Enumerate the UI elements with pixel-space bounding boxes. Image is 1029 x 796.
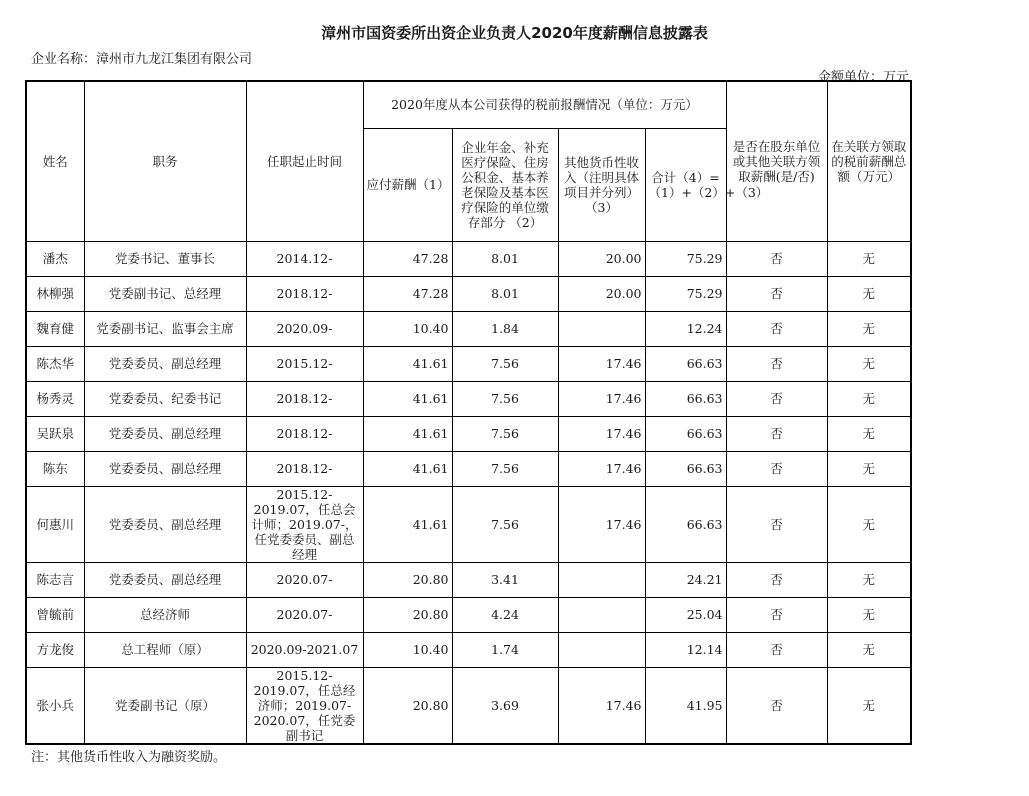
cell-name: 曾毓前 <box>26 597 84 632</box>
cell-position: 党委委员、副总经理 <box>84 486 246 562</box>
cell-insurance: 7.56 <box>452 381 558 416</box>
cell-salary: 47.28 <box>363 276 452 311</box>
table-row <box>26 451 911 486</box>
cell-total: 41.95 <box>645 667 726 744</box>
cell-position: 党委委员、副总经理 <box>84 416 246 451</box>
header-name: 姓名 <box>26 81 84 241</box>
cell-term: 2018.12- <box>246 381 363 416</box>
cell-insurance: 7.56 <box>452 346 558 381</box>
cell-insurance: 7.56 <box>452 416 558 451</box>
cell-other-income: 17.46 <box>558 486 645 562</box>
table-row <box>26 416 911 451</box>
cell-insurance: 1.74 <box>452 632 558 667</box>
cell-insurance: 8.01 <box>452 276 558 311</box>
table-row <box>26 276 911 311</box>
cell-shareholder: 否 <box>726 276 827 311</box>
cell-shareholder: 否 <box>726 381 827 416</box>
cell-name: 杨秀灵 <box>26 381 84 416</box>
cell-insurance: 7.56 <box>452 486 558 562</box>
cell-total: 66.63 <box>645 486 726 562</box>
cell-related: 无 <box>827 241 911 276</box>
cell-position: 党委委员、副总经理 <box>84 451 246 486</box>
cell-other-income: 17.46 <box>558 346 645 381</box>
table-row <box>26 486 911 562</box>
cell-name: 陈杰华 <box>26 346 84 381</box>
footnote: 注：其他货币性收入为融资奖励。 <box>31 750 227 765</box>
cell-shareholder: 否 <box>726 597 827 632</box>
header-group: 2020年度从本公司获得的税前报酬情况（单位：万元） <box>363 81 726 128</box>
cell-shareholder: 否 <box>726 486 827 562</box>
cell-other-income: 17.46 <box>558 667 645 744</box>
table-row <box>26 562 911 597</box>
cell-name: 何惠川 <box>26 486 84 562</box>
cell-salary: 20.80 <box>363 597 452 632</box>
cell-salary: 41.61 <box>363 486 452 562</box>
cell-total: 12.24 <box>645 311 726 346</box>
cell-term: 2015.12- <box>246 346 363 381</box>
cell-term: 2020.09- <box>246 311 363 346</box>
cell-position: 党委委员、副总经理 <box>84 562 246 597</box>
header-other-income: 其他货币性收入（注明具体项目并分列）（3） <box>558 128 645 241</box>
cell-total: 75.29 <box>645 276 726 311</box>
header-salary: 应付薪酬（1） <box>363 128 452 241</box>
cell-position: 党委委员、副总经理 <box>84 346 246 381</box>
header-term: 任职起止时间 <box>246 81 363 241</box>
cell-total: 24.21 <box>645 562 726 597</box>
cell-related: 无 <box>827 451 911 486</box>
cell-position: 党委副书记、总经理 <box>84 276 246 311</box>
cell-other-income: 20.00 <box>558 241 645 276</box>
cell-related: 无 <box>827 311 911 346</box>
table-row <box>26 241 911 276</box>
header-shareholder: 是否在股东单位或其他关联方领取薪酬(是/否) <box>726 81 827 241</box>
cell-term: 2015.12-2019.07，任总会计师；2019.07-，任党委委员、副总经理 <box>246 486 363 562</box>
cell-salary: 20.80 <box>363 667 452 744</box>
cell-term: 2018.12- <box>246 451 363 486</box>
cell-other-income: 17.46 <box>558 381 645 416</box>
cell-shareholder: 否 <box>726 241 827 276</box>
cell-name: 陈志言 <box>26 562 84 597</box>
cell-other-income <box>558 311 645 346</box>
cell-salary: 41.61 <box>363 416 452 451</box>
cell-total: 66.63 <box>645 451 726 486</box>
cell-position: 党委委员、纪委书记 <box>84 381 246 416</box>
cell-other-income <box>558 562 645 597</box>
cell-related: 无 <box>827 667 911 744</box>
cell-related: 无 <box>827 562 911 597</box>
cell-position: 总工程师（原） <box>84 632 246 667</box>
cell-term: 2015.12-2019.07，任总经济师；2019.07-2020.07，任党委副书记 <box>246 667 363 744</box>
cell-name: 张小兵 <box>26 667 84 744</box>
cell-name: 林柳强 <box>26 276 84 311</box>
cell-shareholder: 否 <box>726 451 827 486</box>
cell-position: 党委副书记、监事会主席 <box>84 311 246 346</box>
cell-related: 无 <box>827 486 911 562</box>
cell-insurance: 3.41 <box>452 562 558 597</box>
cell-shareholder: 否 <box>726 632 827 667</box>
company-name: 企业名称：漳州市九龙江集团有限公司 <box>31 52 253 67</box>
cell-insurance: 3.69 <box>452 667 558 744</box>
cell-other-income <box>558 632 645 667</box>
cell-shareholder: 否 <box>726 416 827 451</box>
cell-total: 25.04 <box>645 597 726 632</box>
cell-total: 66.63 <box>645 346 726 381</box>
cell-salary: 41.61 <box>363 381 452 416</box>
cell-shareholder: 否 <box>726 311 827 346</box>
cell-term: 2018.12- <box>246 276 363 311</box>
table-row <box>26 597 911 632</box>
cell-other-income: 17.46 <box>558 416 645 451</box>
page-title: 漳州市国资委所出资企业负责人2020年度薪酬信息披露表 <box>321 24 708 42</box>
cell-insurance: 4.24 <box>452 597 558 632</box>
cell-term: 2014.12- <box>246 241 363 276</box>
cell-related: 无 <box>827 381 911 416</box>
table-row <box>26 667 911 744</box>
cell-total: 66.63 <box>645 381 726 416</box>
cell-salary: 20.80 <box>363 562 452 597</box>
cell-shareholder: 否 <box>726 667 827 744</box>
cell-name: 方龙俊 <box>26 632 84 667</box>
cell-related: 无 <box>827 597 911 632</box>
cell-position: 总经济师 <box>84 597 246 632</box>
cell-salary: 41.61 <box>363 451 452 486</box>
cell-salary: 41.61 <box>363 346 452 381</box>
cell-salary: 10.40 <box>363 311 452 346</box>
table-row <box>26 381 911 416</box>
cell-total: 12.14 <box>645 632 726 667</box>
cell-insurance: 8.01 <box>452 241 558 276</box>
cell-position: 党委书记、董事长 <box>84 241 246 276</box>
header-related-total: 在关联方领取的税前薪酬总额（万元） <box>827 81 911 241</box>
cell-salary: 10.40 <box>363 632 452 667</box>
table-row <box>26 311 911 346</box>
cell-term: 2020.07- <box>246 597 363 632</box>
cell-name: 魏育健 <box>26 311 84 346</box>
header-total: 合计（4）=（1）+（2）+（3） <box>645 128 726 241</box>
cell-salary: 47.28 <box>363 241 452 276</box>
cell-name: 陈东 <box>26 451 84 486</box>
cell-other-income: 17.46 <box>558 451 645 486</box>
cell-name: 吴跃泉 <box>26 416 84 451</box>
cell-term: 2018.12- <box>246 416 363 451</box>
table-body <box>26 241 911 744</box>
cell-insurance: 1.84 <box>452 311 558 346</box>
salary-table <box>25 80 912 745</box>
cell-term: 2020.07- <box>246 562 363 597</box>
cell-position: 党委副书记（原） <box>84 667 246 744</box>
cell-term: 2020.09-2021.07 <box>246 632 363 667</box>
cell-shareholder: 否 <box>726 562 827 597</box>
amount-unit: 金额单位：万元 <box>817 70 909 85</box>
table-row <box>26 346 911 381</box>
table-row <box>26 632 911 667</box>
cell-other-income: 20.00 <box>558 276 645 311</box>
cell-related: 无 <box>827 276 911 311</box>
cell-related: 无 <box>827 632 911 667</box>
cell-shareholder: 否 <box>726 346 827 381</box>
header-position: 职务 <box>84 81 246 241</box>
cell-related: 无 <box>827 416 911 451</box>
cell-total: 66.63 <box>645 416 726 451</box>
cell-related: 无 <box>827 346 911 381</box>
cell-other-income <box>558 597 645 632</box>
cell-total: 75.29 <box>645 241 726 276</box>
cell-insurance: 7.56 <box>452 451 558 486</box>
header-insurance: 企业年金、补充医疗保险、住房公积金、基本养老保险及基本医疗保险的单位缴存部分 （2） <box>452 128 558 241</box>
cell-name: 潘杰 <box>26 241 84 276</box>
